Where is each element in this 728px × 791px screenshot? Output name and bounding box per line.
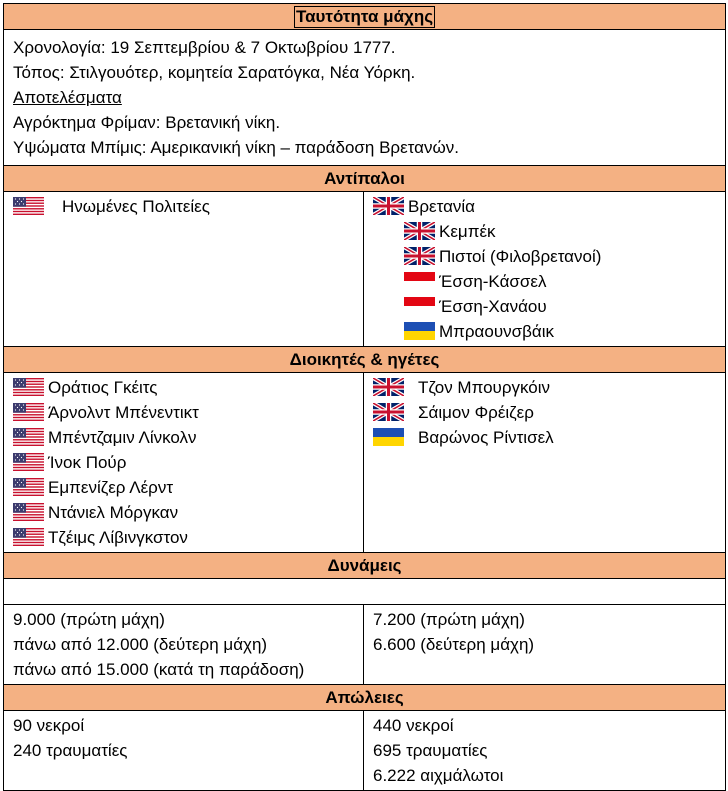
hesse-kassel-flag-icon: [404, 272, 435, 290]
opponent-item: [373, 219, 725, 244]
commander-item-label: Ίνοκ Πούρ: [48, 453, 127, 472]
commander-item-label: Εμπενίζερ Λέρντ: [48, 478, 174, 497]
usa-flag-icon: [13, 403, 44, 421]
hesse-hanau-flag-icon: [404, 297, 435, 315]
opponent-item: [13, 194, 363, 219]
identity-row: [4, 30, 726, 166]
forces-item: 7.200 (πρώτη μάχη): [373, 610, 525, 629]
opponent-item: [373, 294, 725, 319]
opponent-item: [373, 319, 725, 344]
commander-item: [13, 400, 363, 425]
forces-empty-row: [4, 579, 726, 605]
commanders-left-list: [13, 375, 363, 550]
battle-infobox: [3, 3, 726, 791]
usa-flag-icon: [13, 503, 44, 521]
identity-header-row: [4, 4, 726, 30]
opponent-item-label: Μπραουνσβάικ: [439, 322, 555, 341]
opponent-item: [373, 244, 725, 269]
commander-item: [13, 425, 363, 450]
usa-flag-icon: [13, 197, 44, 215]
usa-flag-icon: [13, 453, 44, 471]
losses-header: Απώλειες: [4, 685, 726, 711]
losses-item: 440 νεκροί: [373, 716, 454, 735]
opponent-item: [373, 194, 725, 219]
brunswick-flag-icon: [373, 428, 404, 446]
commander-item: [373, 375, 725, 400]
commander-item: [373, 400, 725, 425]
opponents-left-list: [13, 194, 363, 219]
forces-item: πάνω από 12.000 (δεύτερη μάχη): [13, 635, 268, 654]
usa-flag-icon: [13, 378, 44, 396]
losses-header-row: [4, 685, 726, 711]
usa-flag-icon: [13, 478, 44, 496]
opponent-item-label: Έσση-Χανάου: [439, 297, 547, 316]
losses-item: 695 τραυματίες: [373, 741, 488, 760]
forces-item: 9.000 (πρώτη μάχη): [13, 610, 165, 629]
commander-item-label: Τζον Μπουργκόιν: [418, 378, 551, 397]
losses-left-list: [13, 713, 363, 763]
commanders-row: [4, 373, 726, 553]
identity-cell: [4, 30, 726, 166]
forces-left-cell: [4, 605, 364, 685]
forces-right-list: [373, 607, 725, 657]
usa-flag-icon: [13, 428, 44, 446]
forces-header: Δυνάμεις: [4, 553, 726, 579]
brunswick-flag-icon: [404, 322, 435, 340]
commander-item-label: Μπέντζαμιν Λίνκολν: [48, 428, 197, 447]
commander-item: [373, 425, 725, 450]
opponent-item-label: Βρετανία: [408, 197, 475, 216]
results-label: Αποτελέσματα: [13, 88, 122, 107]
opponents-left-cell: [4, 192, 364, 347]
opponents-right-list: [373, 194, 725, 344]
uk-flag-icon: [404, 222, 435, 240]
commander-item: [13, 450, 363, 475]
opponent-item-label: Έσση-Κάσσελ: [439, 272, 547, 291]
uk-flag-icon: [373, 197, 404, 215]
opponents-header-row: [4, 166, 726, 192]
forces-left-list: [13, 607, 363, 682]
forces-item: 6.600 (δεύτερη μάχη): [373, 635, 535, 654]
losses-item: 90 νεκροί: [13, 716, 85, 735]
commander-item-label: Σάιμον Φρέιζερ: [418, 403, 534, 422]
chronology-text: Χρονολογία: 19 Σεπτεμβρίου & 7 Οκτωβρίου 1777.: [13, 38, 396, 57]
commander-item-label: Άρνολντ Μπένεντικτ: [48, 403, 199, 422]
commanders-right-list: [373, 375, 725, 450]
result-2-text: Υψώματα Μπίμις: Αμερικανική νίκη – παράδοση Βρετανών.: [13, 138, 459, 157]
opponent-item-label: Ηνωμένες Πολιτείες: [62, 197, 210, 216]
losses-right-list: [373, 713, 725, 788]
opponent-item-label: Κεμπέκ: [439, 222, 496, 241]
identity-header: [4, 4, 726, 30]
commander-item: [13, 500, 363, 525]
commanders-right-cell: [364, 373, 726, 553]
forces-empty-cell: [4, 579, 726, 605]
losses-item: 240 τραυματίες: [13, 741, 128, 760]
place-text: Τόπος: Στιλγουότερ, κομητεία Σαρατόγκα, Νέα Υόρκη.: [13, 63, 416, 82]
uk-flag-icon: [373, 378, 404, 396]
commander-item: [13, 525, 363, 550]
opponents-header: Αντίπαλοι: [4, 166, 726, 192]
commanders-header: Διοικητές & ηγέτες: [4, 347, 726, 373]
forces-row: [4, 605, 726, 685]
commander-item-label: Τζέιμς Λίβινγκστον: [48, 528, 188, 547]
forces-item: πάνω από 15.000 (κατά τη παράδοση): [13, 660, 305, 679]
losses-item: 6.222 αιχμάλωτοι: [373, 766, 504, 785]
commanders-header-row: [4, 347, 726, 373]
forces-right-cell: [364, 605, 726, 685]
commander-item-label: Βαρώνος Ρίντισελ: [418, 428, 554, 447]
commanders-left-cell: [4, 373, 364, 553]
uk-flag-icon: [373, 403, 404, 421]
opponents-row: [4, 192, 726, 347]
uk-flag-icon: [404, 247, 435, 265]
identity-header-title: Ταυτότητα μάχης: [295, 7, 434, 26]
commander-item: [13, 375, 363, 400]
forces-header-row: [4, 553, 726, 579]
opponent-item: [373, 269, 725, 294]
commander-item: [13, 475, 363, 500]
commander-item-label: Οράτιος Γκέιτς: [48, 378, 158, 397]
result-1-text: Αγρόκτημα Φρίμαν: Βρετανική νίκη.: [13, 113, 281, 132]
opponents-right-cell: [364, 192, 726, 347]
commander-item-label: Ντάνιελ Μόργκαν: [48, 503, 179, 522]
usa-flag-icon: [13, 528, 44, 546]
opponent-item-label: Πιστοί (Φιλοβρετανοί): [439, 247, 602, 266]
